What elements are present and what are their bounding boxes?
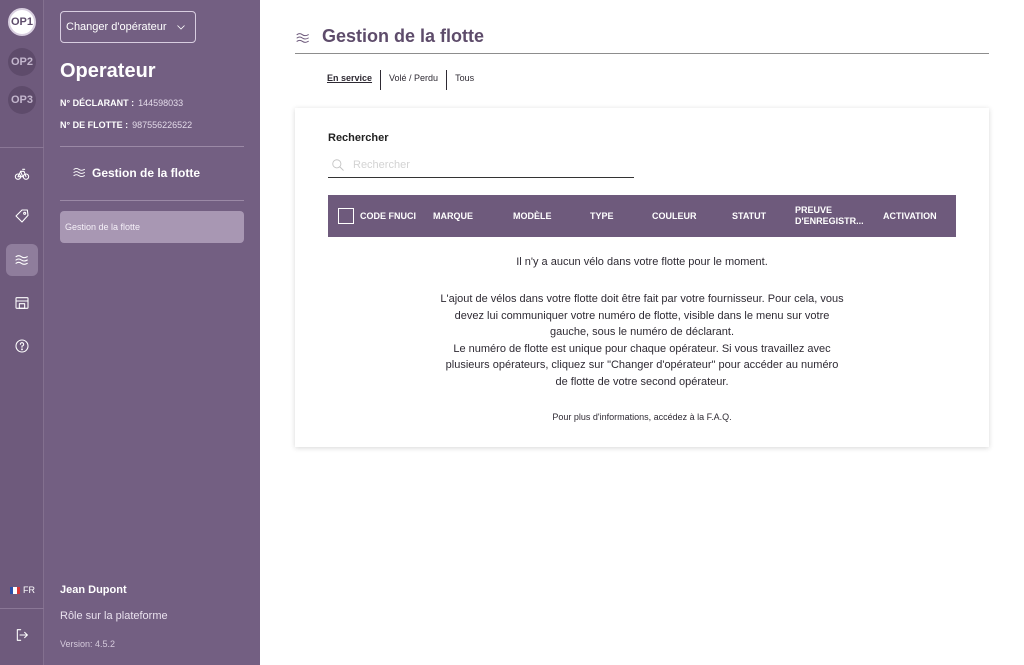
fleet-waves-icon [72,165,87,180]
store-icon[interactable] [6,287,38,319]
search-field [328,152,634,178]
status-tabs [327,70,482,90]
tab-en-service[interactable]: En service [327,73,373,83]
column-preuve-enregistrement[interactable]: PREUVE D'ENREGISTR... [795,205,864,226]
change-operator-dropdown[interactable] [60,11,196,43]
column-modele[interactable]: MODÈLE [513,210,552,221]
tab-tous[interactable]: Tous [455,73,475,83]
column-type[interactable]: TYPE [590,210,614,221]
fleet-waves-icon [295,30,311,46]
fleet-waves-icon[interactable] [6,244,38,276]
operator-badge-op1[interactable]: OP1 [8,8,36,36]
table-header [328,195,956,237]
empty-state-message: Il n'y a aucun vélo dans votre flotte pour le moment. [516,256,768,268]
search-input[interactable] [353,159,623,171]
empty-state-line: devez lui communiquer votre numéro de flotte, visible dans le menu sur votre [454,309,830,322]
column-code-fnuci [338,195,416,237]
column-couleur[interactable]: COULEUR [652,210,697,221]
empty-state-line: de flotte de votre second opérateur. [555,375,729,388]
tag-icon[interactable] [6,200,38,232]
operator-name: Operateur [60,60,156,82]
chevron-down-icon [175,21,187,33]
bike-icon[interactable] [6,158,38,190]
france-flag-icon [10,587,20,594]
user-name: Jean Dupont [60,584,127,596]
empty-state-line: plusieurs opérateurs, cliquez sur "Changer d'opérateur" pour accéder au numéro [445,359,839,371]
help-circle-icon[interactable] [6,330,38,362]
column-statut[interactable]: STATUT [732,210,767,221]
main-content [260,0,1024,665]
empty-state-line: L'ajout de vélos dans votre flotte doit être fait par votre fournisseur. Pour cela, vous [440,293,844,305]
language-label: FR [23,585,35,595]
declarant-key: N° DÉCLARANT : [60,98,135,108]
rail-divider [0,608,44,609]
panel-divider [60,200,244,201]
page-title: Gestion de la flotte [322,26,485,46]
fleet-value: 987556226522 [132,120,193,130]
tab-vole-perdu[interactable]: Volé / Perdu [389,73,439,83]
submenu-item-fleet-management[interactable]: Gestion de la flotte [60,211,244,243]
fleet-key: N° DE FLOTTE : [60,120,129,130]
operator-badge-op2[interactable]: OP2 [8,48,36,76]
column-activation[interactable]: ACTIVATION [883,210,937,221]
left-rail [0,0,44,665]
select-all-checkbox[interactable] [338,208,354,224]
faq-link[interactable]: Pour plus d'informations, accédez à la F.A.Q. [552,412,732,422]
panel-divider [60,146,244,147]
language-selector[interactable] [10,585,35,595]
empty-state-line: Le numéro de flotte est unique pour chaque opérateur. Si vous travaillez avec [453,342,831,355]
empty-state-line: gauche, sous le numéro de déclarant. [549,326,735,338]
user-role: Rôle sur la plateforme [60,610,168,622]
operator-badge-op3[interactable]: OP3 [8,86,36,114]
app-version: Version: 4.5.2 [60,639,116,649]
menu-fleet-management[interactable] [72,165,200,180]
fleet-card [295,108,989,447]
side-panel [44,0,260,665]
page-header [295,26,989,54]
column-header-label: CODE FNUCI [360,210,416,221]
declarant-value: 144598033 [138,98,184,108]
change-operator-label: Changer d'opérateur [66,21,167,33]
declarant-number [60,98,183,108]
rail-divider [0,147,44,148]
column-marque[interactable]: MARQUE [433,210,473,221]
logout-icon[interactable] [6,619,38,651]
search-icon [331,158,345,172]
menu-heading-label: Gestion de la flotte [92,165,201,180]
fleet-number [60,120,192,130]
search-label: Rechercher [328,132,389,144]
